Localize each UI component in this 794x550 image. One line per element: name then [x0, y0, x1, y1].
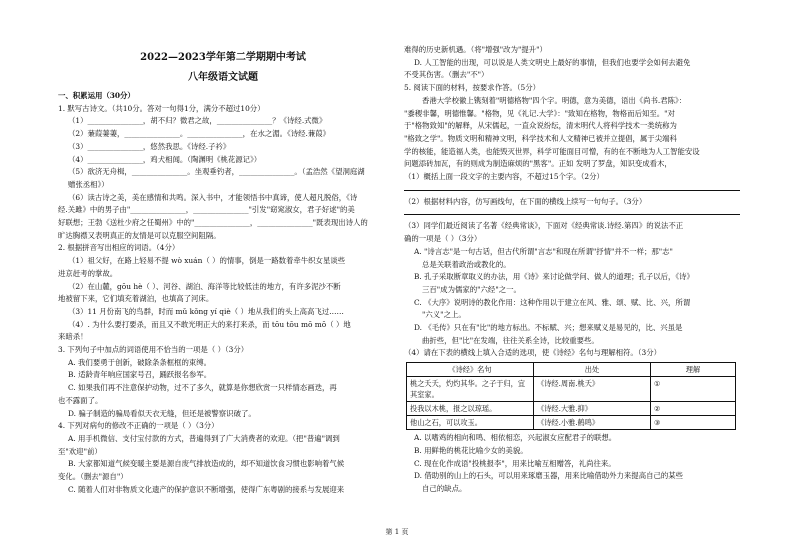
question-text: （2）根据材料内容，仿写画线句，在下面的横线上续写一句句子。（3分） — [404, 196, 647, 206]
answer-line — [404, 190, 740, 191]
question-line: C. 随着人们对非物质文化遗产的保护意识不断增强，使得广东粤剧的接系与发展迎来 — [68, 484, 345, 494]
table-cell: ③ — [651, 416, 736, 430]
question-line: 赠张丞相》） — [68, 179, 109, 189]
question-line: 旷达胸襟又表明真正的友情是可以克服空间阻隔。 — [58, 230, 221, 240]
table-cell: 《诗经.大雅.抑》 — [534, 402, 651, 416]
question-line: 好联想；王勃《送杜少府之任蜀州》中的"_______________，_______________"既表现出诗人的 — [58, 218, 368, 228]
question-line: （1）_______________，胡不归？微君之故，_______________？《诗经.式微》 — [68, 116, 327, 126]
question-line: 不受其伤害。（删去"不"） — [404, 70, 489, 80]
table-header: 出处 — [534, 363, 651, 377]
question-line: A. "诗言志"是一句古话，但古代所谓"言志"和现在所谓"抒情"并不一样；那"志" — [414, 246, 673, 256]
question-line: B. 适龄青年响应国家号召，踊跃报名参军。 — [68, 370, 212, 380]
question-line: D. 人工智能的出现，可以说是人类文明史上最好的事情，但我们也要学会如何去避免 — [414, 57, 691, 67]
table-row — [407, 416, 736, 430]
table-cell: 《诗经.周南.桃夭》 — [534, 377, 651, 402]
question-line: 难得的历史新机遇。（将"增强"改为"提升"） — [404, 45, 547, 54]
table-row — [407, 402, 736, 416]
question-line: "黍稷非馨，明德惟馨。"格物，见《礼记.大学》："致知在格物，物格而后知至。"对 — [404, 108, 675, 118]
question-line: （6）读古诗之美，美在感情和共鸣。深入书中，才能领悟书中真谛，使人超凡脱俗，《诗 — [68, 192, 358, 202]
question-line: （2）蒹葭萋萋，_______________。_______________，在水之湄。《诗经.蒹葭》 — [68, 129, 331, 139]
question-line: （3）_______________，悠然我思。《诗经.子衿》 — [68, 141, 231, 151]
question-line: 5. 阅读下面的材料，按要求作答。（5分） — [404, 83, 541, 93]
question-line: D. 借助别的山上的石头，可以用来琢磨玉器，用来比喻借助外力来提高自己的某些 — [414, 471, 684, 481]
question-line: （1）概括上面一段文字的主要内容，不超过15个字。（2分） — [404, 172, 604, 182]
question-line: 变化。（删去"源自"） — [58, 472, 128, 482]
subject-title: 八年级语文试题 — [188, 72, 258, 83]
question-line: （4）. 为什么要打要杀，而且又不敢光明正大的来打来杀，而 tōu tōu mō mō（ ）地 — [68, 319, 351, 329]
question-line: （3）同学们最近阅读了名著《经典常谈》，下面对《经典常谈.诗经.第四》的说法不正 — [404, 221, 684, 231]
question-line: （2）在山麓，gōu hè（ ）、河谷、湖泊、海洋等比较低洼的地方，有许多泥沙不断 — [68, 281, 341, 291]
question-line: 进京赶考的掌故。 — [58, 268, 118, 278]
question-line: 地被留下来，它们填充着湖泊，也填高了河床。 — [58, 294, 214, 304]
question-line: 至"欢迎"前） — [58, 446, 102, 456]
table-cell: 他山之石，可以攻玉。 — [407, 416, 534, 430]
question-line: 3. 下列句子中加点的词语使用不恰当的一项是（ ）（3分） — [58, 345, 249, 355]
question-line: 自己的缺点。 — [422, 483, 467, 493]
right-column — [404, 44, 740, 496]
question-line: 曲折些，但"比"在发端，往往关系全诗，比较重要些。 — [422, 335, 599, 345]
question-line: C. 现在化作成语"投桃报李"，用来比喻互相赠答，礼尚往来。 — [414, 458, 616, 468]
table-cell: 桃之夭夭，灼灼其华。之子于归，宜其室家。 — [407, 377, 534, 402]
question-line: C. 如果我们再不注意保护动物，过不了多久，就算是你想欣赏一只样情态画迭，再 — [68, 383, 337, 393]
question-line: "格致之学"。物质文明和精神文明，科学技术和人文精神已被并立提倡，属于尖端科 — [404, 133, 677, 143]
question-line: 学的核能，能造福人类，也能毁灭世界，科学可能面目可憎，有的在不断地为人工智能安设 — [404, 146, 700, 156]
question-line: D. 《毛传》只在有"比"的地方标出。不标赋、兴；想来赋义是易见的，比、兴虽是 — [414, 323, 683, 333]
question-line: （1）祖父好，在路上轻易不提 wò xuán（ ）的情事，倒是一路数着牵牛织女星谈些 — [68, 256, 346, 266]
table-header: 理解 — [651, 363, 736, 377]
question-line: A. 以嗜鸡的相向和鸣、相依相恋，兴起淑女应配君子的联想。 — [414, 433, 617, 443]
left-column — [58, 90, 388, 497]
table-cell: ① — [651, 377, 736, 402]
question-line: "六义"之上。 — [422, 310, 466, 320]
question-line: B. 大家都知道气候变暖主要是源自废气排放造成的，却不知道饮食习惯也影响着气候 — [68, 459, 345, 469]
question-line: （3）11 月份南飞的鸟群，时而 mǔ kǒng yí qiè（ ）地从我们的头上高高飞过…… — [68, 306, 344, 316]
question-line: 也不露面了。 — [58, 395, 103, 405]
question-line: 于"格物致知"的解释，从宋儒起，一直众说纷纭，清末明代人将科学技术一类统称为 — [404, 121, 677, 131]
exam-title: 2022—2023学年第二学期期中考试 — [140, 52, 306, 63]
question-line: 总是关联着政治或教化的。 — [422, 259, 511, 269]
poetry-table — [406, 362, 736, 430]
page-number: 第 1 页 — [385, 528, 409, 536]
question-line: B. 孔子采取断章取义的办法，用《诗》来讨论做学问、做人的道理；孔子以后，《诗》 — [414, 272, 694, 282]
question-line: （4）_______________，鸡犬相闻。（陶渊明《桃花源记》） — [68, 154, 262, 164]
question-line: 4. 下列对病句的修改不正确的一项是（ ）（3分） — [58, 421, 219, 431]
question-line: C. 《大序》说明诗的教化作用：这种作用以于建立在风、雅、颂、赋、比、兴，所谓 — [414, 297, 691, 307]
question-line: 问题添砖加瓦，有的则成为制造麻烦的"黑客"。正如 发明了罗盘，知识变成看木， — [404, 159, 672, 169]
table-cell: 《诗经.小雅.鹤鸣》 — [534, 416, 651, 430]
question-line: 2. 根据拼音写出相应的词语。（4分） — [58, 243, 180, 253]
question-line: 确的一项是（ ）（3分） — [404, 234, 482, 244]
answer-line — [404, 214, 740, 215]
question-line: （4）请在下表的横线上填入合适的选项，使《诗经》名句与理解相符。（3分） — [404, 348, 661, 358]
table-row — [407, 377, 736, 402]
table-cell: 投我以木桃，报之以琼瑶。 — [407, 402, 534, 416]
question-line: 三百"成为儒家的"六经"之一。 — [422, 284, 521, 294]
question-line: 1. 默写古诗文。（共10分。答对一句得1分，满分不超过10分） — [58, 103, 265, 113]
table-header: 《诗经》名句 — [407, 363, 534, 377]
question-line: B. 用鲜艳的桃花比喻少女的美貌。 — [414, 445, 528, 455]
table-cell: ② — [651, 402, 736, 416]
question-line: A. 用手机微信、支付宝付款的方式，普遍得到了广大消费者的欢迎。（把"普遍"调到 — [68, 433, 340, 443]
question-line: 经.关雎》中的男子由"_______________，_______________"引发"窈窕淑女，君子好逑"的美 — [58, 205, 355, 215]
question-line: 香港大学校徽上镌刻着"明德格物"四个字。明德，意为美德，语出《尚书.君陈》： — [422, 95, 687, 105]
question-line: D. 骗子制造的骗局看似天衣无缝，但还是被警察识破了。 — [68, 408, 256, 418]
question-line: 来暗杀！ — [58, 332, 88, 342]
question-line: A. 我们要勇于创新，破除条条框框的束缚。 — [68, 357, 212, 367]
question-line: （5）欲济无舟楫，_______________。坐观垂钓者，_______________。（孟浩然《望洞庭湖 — [68, 167, 365, 177]
section-heading: 一、积累运用（30分） — [58, 91, 135, 100]
